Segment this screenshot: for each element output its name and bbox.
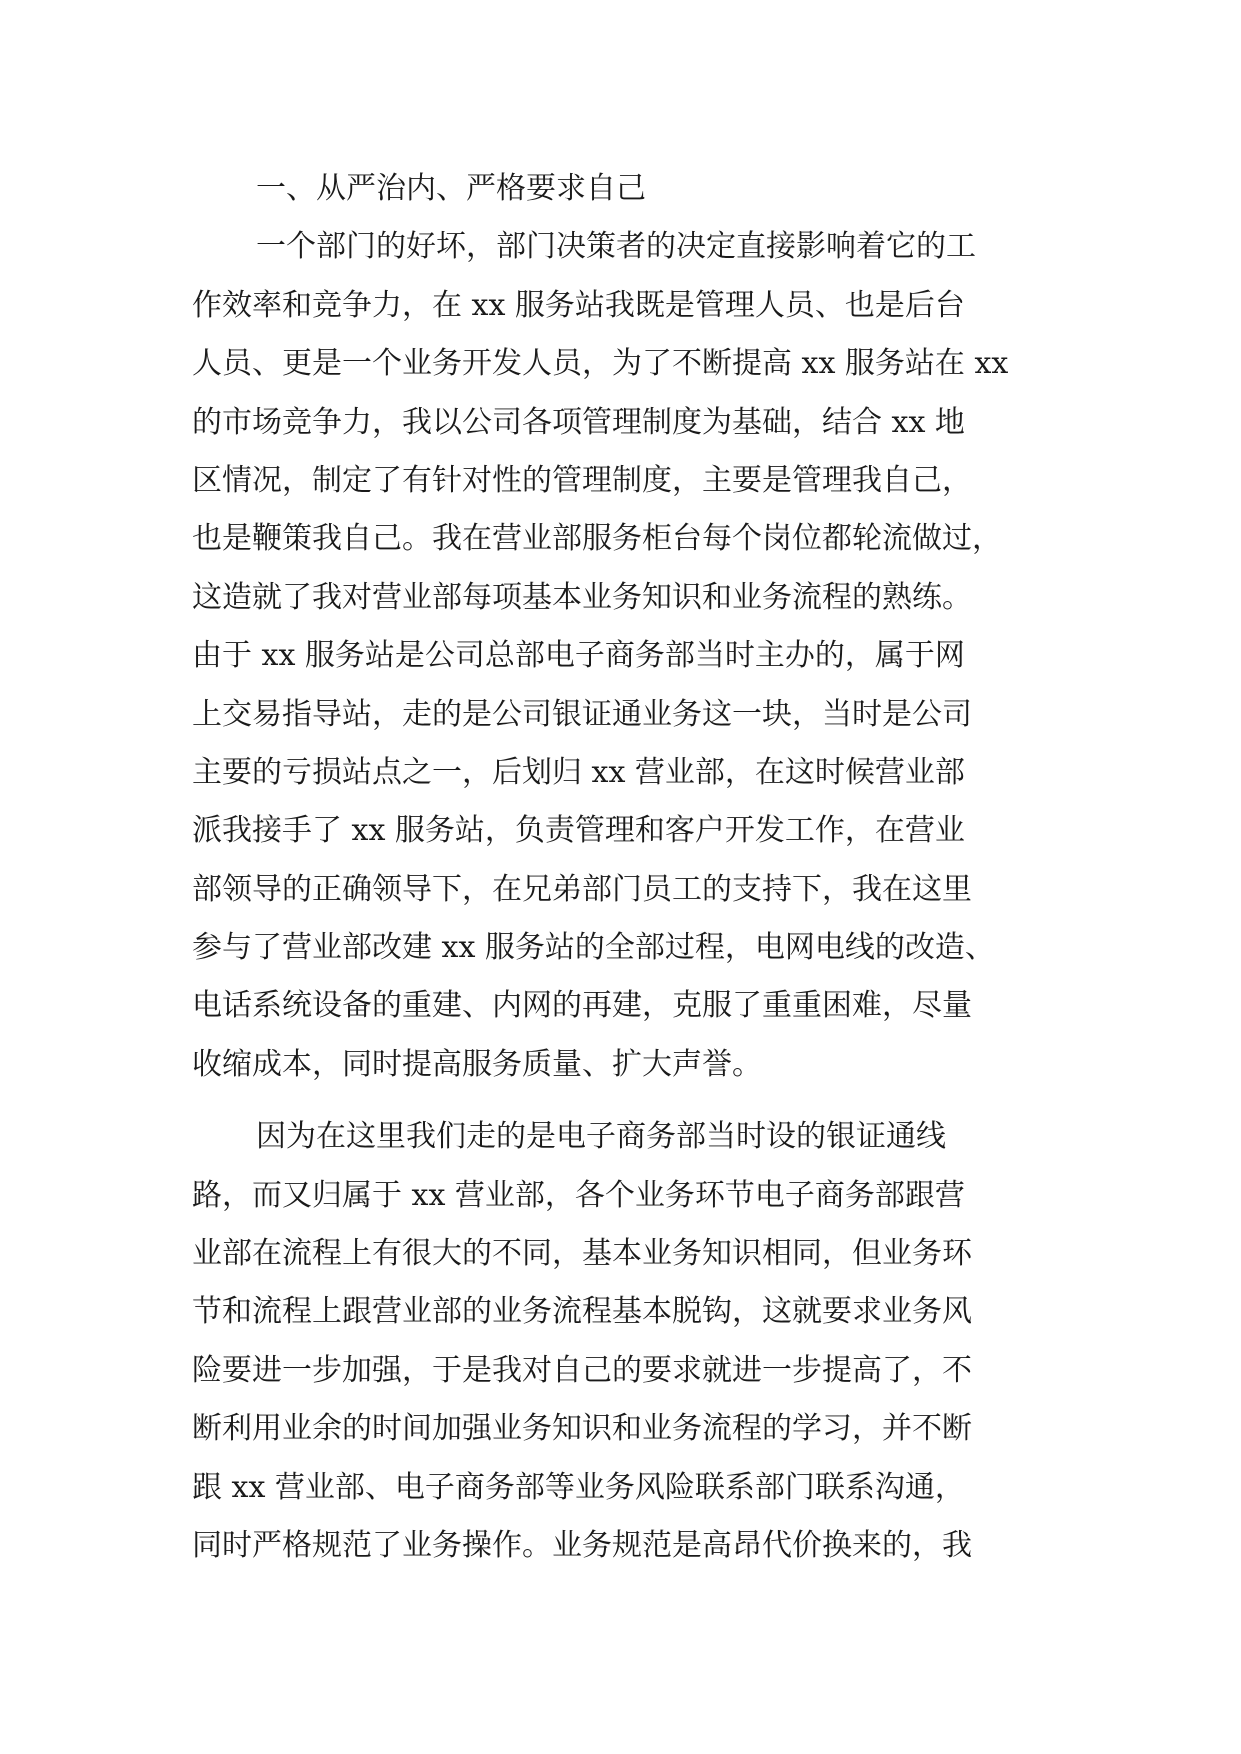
- text-line: 这造就了我对营业部每项基本业务知识和业务流程的熟练。: [192, 579, 972, 615]
- text-line: 人员、更是一个业务开发人员，为了不断提高 xx 服务站在 xx: [192, 346, 1009, 382]
- text-line: 险要进一步加强，于是我对自己的要求就进一步提高了，不: [192, 1352, 972, 1388]
- text-line: 参与了营业部改建 xx 服务站的全部过程，电网电线的改造、: [192, 930, 995, 966]
- text-line: 路，而又归属于 xx 营业部，各个业务环节电子商务部跟营: [192, 1177, 965, 1213]
- text-line: 节和流程上跟营业部的业务流程基本脱钩，这就要求业务风: [192, 1294, 972, 1330]
- text-line: 由于 xx 服务站是公司总部电子商务部当时主办的，属于网: [192, 638, 965, 674]
- text-line: 跟 xx 营业部、电子商务部等业务风险联系部门联系沟通，: [192, 1469, 965, 1505]
- text-line: 部领导的正确领导下，在兄弟部门员工的支持下，我在这里: [192, 871, 972, 907]
- document-body: [192, 160, 1057, 1575]
- text-line: 的市场竞争力，我以公司各项管理制度为基础，结合 xx 地: [192, 404, 965, 440]
- paragraph-2: [192, 1108, 1057, 1575]
- text-line: 上交易指导站，走的是公司银证通业务这一块，当时是公司: [192, 696, 972, 732]
- text-line: 电话系统设备的重建、内网的再建，克服了重重困难，尽量: [192, 988, 972, 1024]
- text-line: 派我接手了 xx 服务站，负责管理和客户开发工作，在营业: [192, 813, 965, 849]
- paragraph-spacer: [192, 1094, 1057, 1108]
- text-line: 区情况，制定了有针对性的管理制度，主要是管理我自己，: [192, 462, 972, 498]
- text-line: 同时严格规范了业务操作。业务规范是高昂代价换来的，我: [192, 1527, 972, 1563]
- text-line: 主要的亏损站点之一，后划归 xx 营业部，在这时候营业部: [192, 754, 965, 790]
- section-heading: 一、从严治内、严格要求自己: [256, 171, 646, 206]
- text-line: 作效率和竞争力，在 xx 服务站我既是管理人员、也是后台: [192, 287, 965, 323]
- text-line: 收缩成本，同时提高服务质量、扩大声誉。: [192, 1046, 762, 1082]
- text-line: 断利用业余的时间加强业务知识和业务流程的学习，并不断: [192, 1411, 972, 1447]
- paragraph-1: [192, 218, 1057, 1094]
- text-line: 也是鞭策我自己。我在营业部服务柜台每个岗位都轮流做过，: [192, 521, 1002, 557]
- text-line: 一个部门的好坏，部门决策者的决定直接影响着它的工: [256, 229, 976, 265]
- text-line: 因为在这里我们走的是电子商务部当时设的银证通线: [256, 1119, 946, 1155]
- text-line: 业部在流程上有很大的不同，基本业务知识相同，但业务环: [192, 1236, 972, 1272]
